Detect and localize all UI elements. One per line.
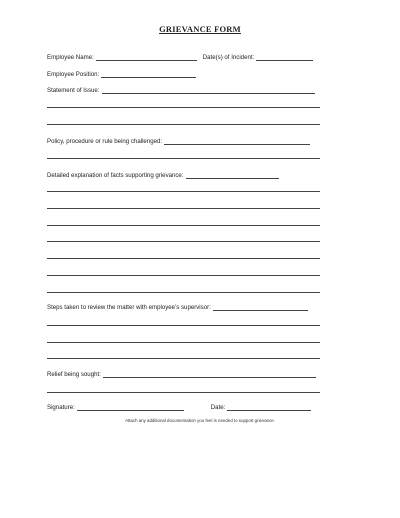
statement-line[interactable]: [47, 124, 320, 125]
steps-line[interactable]: [47, 358, 320, 359]
explanation-line[interactable]: [47, 292, 320, 293]
explanation-field[interactable]: [186, 172, 279, 179]
steps-field[interactable]: [213, 304, 308, 311]
relief-row: [47, 368, 316, 378]
signature-row: [47, 401, 311, 411]
policy-row: [47, 135, 310, 145]
steps-label: Steps taken to review the matter with employee’s supervisor:: [47, 304, 211, 311]
explanation-label: Detailed explanation of facts supporting grievance:: [47, 172, 184, 179]
explanation-line[interactable]: [47, 191, 320, 192]
steps-row: [47, 301, 308, 311]
statement-line[interactable]: [47, 107, 320, 108]
policy-line[interactable]: [47, 158, 320, 159]
explanation-line[interactable]: [47, 241, 320, 242]
explanation-line[interactable]: [47, 208, 320, 209]
incident-dates-field[interactable]: [256, 54, 313, 61]
policy-label: Policy, procedure or rule being challenged:: [47, 138, 163, 145]
explanation-line[interactable]: [47, 225, 320, 226]
explanation-line[interactable]: [47, 258, 320, 259]
signature-field[interactable]: [77, 404, 184, 411]
explanation-row: [47, 169, 279, 179]
date-field[interactable]: [227, 404, 311, 411]
employee-name-field[interactable]: [96, 54, 197, 61]
relief-label: Relief being sought:: [47, 371, 101, 378]
incident-dates-label: Date(s) of Incident:: [202, 54, 255, 61]
employee-position-row: [47, 68, 196, 78]
policy-field[interactable]: [164, 138, 310, 145]
employee-position-field[interactable]: [101, 71, 196, 78]
employee-position-label: Employee Position:: [47, 71, 100, 78]
form-title: GRIEVANCE FORM: [159, 24, 241, 34]
steps-line[interactable]: [47, 342, 320, 343]
steps-line[interactable]: [47, 325, 320, 326]
employee-name-row: [47, 51, 313, 61]
relief-field[interactable]: [103, 371, 316, 378]
signature-label: Signature:: [47, 404, 75, 411]
explanation-line[interactable]: [47, 275, 320, 276]
employee-name-label: Employee Name:: [47, 54, 94, 61]
statement-field[interactable]: [102, 87, 315, 94]
footer-note: Attach any additional documentation you feel is needed to support grievance.: [125, 418, 275, 423]
statement-row: [47, 84, 315, 94]
relief-line[interactable]: [47, 392, 320, 393]
statement-label: Statement of Issue:: [47, 87, 100, 94]
date-label: Date:: [210, 404, 226, 411]
